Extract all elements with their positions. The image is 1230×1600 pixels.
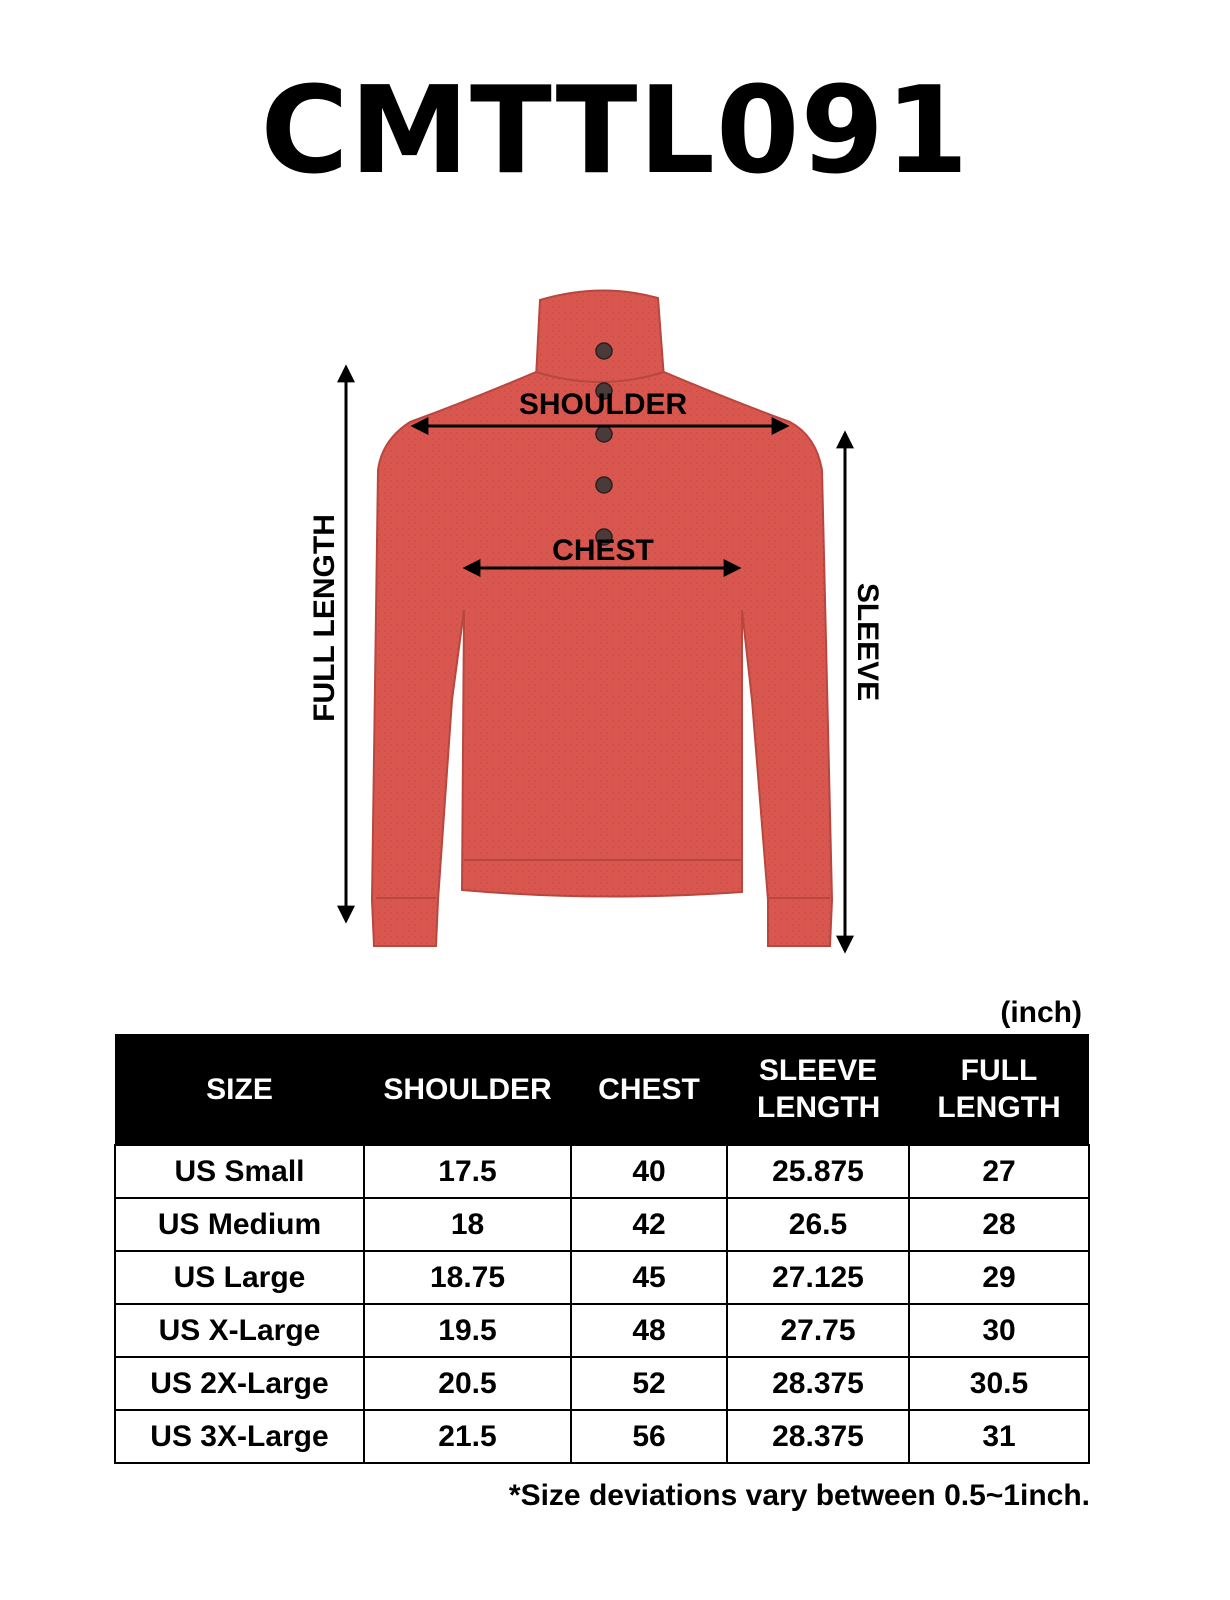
cell-shoulder: 21.5 (364, 1410, 571, 1463)
cell-sleeve-length: 25.875 (727, 1145, 909, 1198)
cell-chest: 45 (571, 1251, 727, 1304)
table-row (115, 1410, 1089, 1463)
cell-shoulder: 18.75 (364, 1251, 571, 1304)
cell-sleeve-length: 26.5 (727, 1198, 909, 1251)
cell-sleeve-length: 28.375 (727, 1410, 909, 1463)
shoulder-label: SHOULDER (518, 388, 688, 421)
cell-sleeve-length: 27.75 (727, 1304, 909, 1357)
sleeve-label: SLEEVE (851, 582, 884, 702)
cell-size: US 3X-Large (115, 1410, 364, 1463)
header-full-length: FULL LENGTH (909, 1034, 1089, 1145)
cell-shoulder: 19.5 (364, 1304, 571, 1357)
size-deviation-footnote: *Size deviations vary between 0.5~1inch. (508, 1479, 1090, 1512)
cell-chest: 48 (571, 1304, 727, 1357)
table-row (115, 1198, 1089, 1251)
cell-size: US Small (115, 1145, 364, 1198)
table-header-row (115, 1034, 1089, 1145)
cell-size: US X-Large (115, 1304, 364, 1357)
cell-full-length: 30.5 (909, 1357, 1089, 1410)
cell-sleeve-length: 28.375 (727, 1357, 909, 1410)
cell-full-length: 30 (909, 1304, 1089, 1357)
cell-chest: 42 (571, 1198, 727, 1251)
cell-size: US Medium (115, 1198, 364, 1251)
cell-full-length: 28 (909, 1198, 1089, 1251)
cell-chest: 40 (571, 1145, 727, 1198)
product-code-title: CMTTL091 (260, 62, 970, 201)
unit-label: (inch) (1000, 996, 1082, 1029)
table-row (115, 1357, 1089, 1410)
cell-full-length: 29 (909, 1251, 1089, 1304)
size-chart-table (114, 1034, 1090, 1464)
header-size: SIZE (115, 1034, 364, 1145)
cell-full-length: 27 (909, 1145, 1089, 1198)
cell-chest: 52 (571, 1357, 727, 1410)
header-chest: CHEST (571, 1034, 727, 1145)
header-shoulder: SHOULDER (364, 1034, 571, 1145)
cell-size: US Large (115, 1251, 364, 1304)
cell-chest: 56 (571, 1410, 727, 1463)
cell-shoulder: 17.5 (364, 1145, 571, 1198)
full-length-label: FULL LENGTH (308, 514, 341, 722)
cell-size: US 2X-Large (115, 1357, 364, 1410)
cell-shoulder: 18 (364, 1198, 571, 1251)
cell-sleeve-length: 27.125 (727, 1251, 909, 1304)
table-row (115, 1304, 1089, 1357)
cell-shoulder: 20.5 (364, 1357, 571, 1410)
cell-full-length: 31 (909, 1410, 1089, 1463)
chest-label: CHEST (552, 534, 654, 567)
table-row (115, 1251, 1089, 1304)
header-sleeve-length: SLEEVE LENGTH (727, 1034, 909, 1145)
table-row (115, 1145, 1089, 1198)
